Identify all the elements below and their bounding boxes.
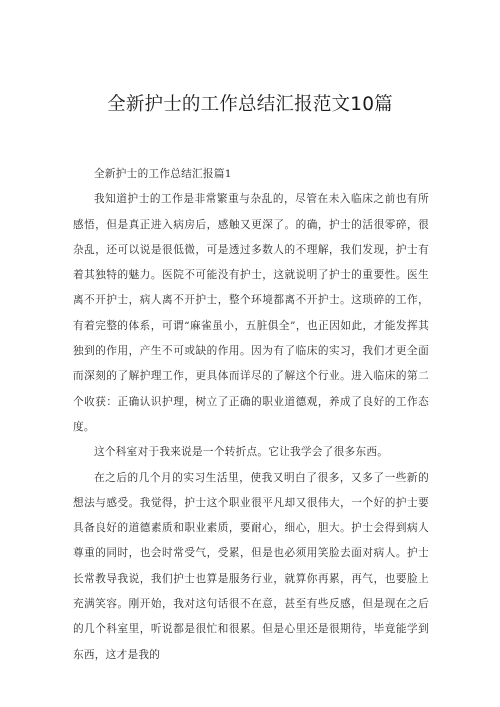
paragraph-1: 我知道护士的工作是非常繁重与杂乱的，尽管在未入临床之前也有所感悟，但是真正进入病房后，感触又更深了。的确，护士的活很零碎，很杂乱，还可以说是很低微，可是透过多数人的不理解，我们发现，护士有着其独特的魅力。医院不可能没有护士，这就说明了护士的重要性。医生离不开护士，病人离不开护士，整个环境都离不开护士。这琐碎的工作，有着完整的体系，可谓“麻雀虽小，五脏俱全”，也正因如此，才能发挥其独到的作用，产生不可或缺的作用。因为有了临床的实习，我们才更全面而深刻的了解护理工作，更具体而详尽的了解这个行业。进入临床的第二个收获：正确认识护理，树立了正确的职业道德观，养成了良好的工作态度。 bbox=[73, 193, 429, 433]
section-heading: 全新护士的工作总结汇报篇1 bbox=[94, 168, 232, 180]
document-title: 全新护士的工作总结汇报范文10篇 bbox=[107, 94, 393, 115]
paragraph-2: 这个科室对于我来说是一个转折点。它让我学会了很多东西。 bbox=[94, 446, 389, 459]
document-body bbox=[73, 162, 429, 668]
paragraph-3: 在之后的几个月的实习生活里，使我又明白了很多，又多了一些新的想法与感受。我觉得，护士这个职业很平凡却又很伟大，一个好的护士要具备良好的道德素质和职业素质，要耐心，细心，胆大。护士会得到病人尊重的同时，也会时常受气，受累，但是也必须用笑脸去面对病人。护士长常教导我说，我们护士也算是服务行业，就算你再累，再气，也要脸上充满笑容。刚开始，我对这句话很不在意，甚至有些反感，但是现在之后的几个科室里，听说都是很忙和很累。但是心里还是很期待，毕竟能学到东西，这才是我的 bbox=[73, 471, 429, 661]
